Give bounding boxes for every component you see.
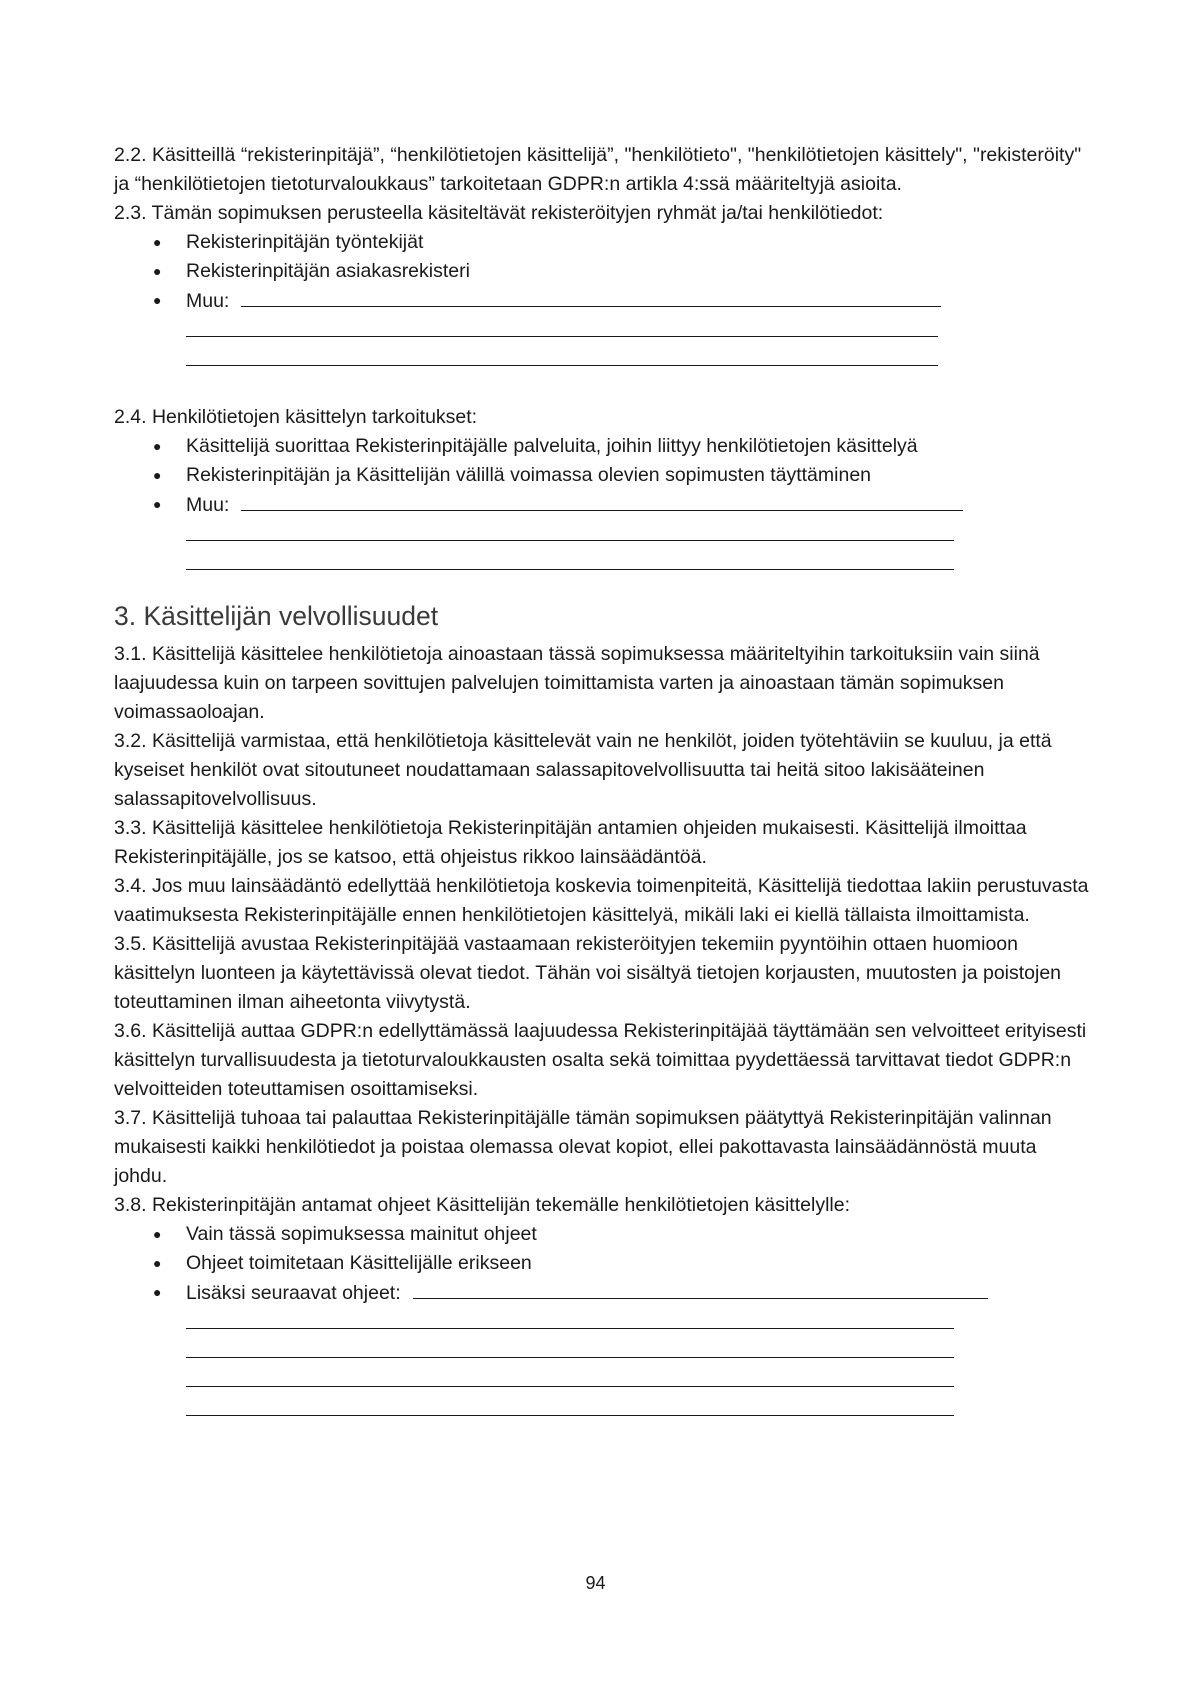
paragraph-2-3-intro: 2.3. Tämän sopimuksen perusteella käsiteltävät rekisteröityjen ryhmät ja/tai henkilötiedot:	[114, 202, 884, 224]
bullet-icon: ●	[153, 234, 162, 250]
paragraph-3-4: 3.4. Jos muu lainsäädäntö edellyttää henkilötietoja koskevia toimenpiteitä, Käsittelijä tiedottaa lakiin perustuvasta vaatimuksesta Rekisterinpitäjälle ennen henkilötietojen käsittelyä, mikäli laki ei kiellä tällaista ilmoittamista.	[114, 875, 1089, 926]
list-item: ● Muu:	[114, 286, 1094, 316]
paragraph-3-2: 3.2. Käsittelijä varmistaa, että henkilötietoja käsittelevät vain ne henkilöt, joiden työtehtäviin se kuuluu, ja että kyseiset henkilöt ovat sitoutuneet noudattamaan salassapitovelvollisuutta tai heitä sitoo lakisääteinen salassapitovelvollisuus.	[114, 730, 1052, 810]
list-2-3	[114, 228, 1094, 316]
list-item: ● Rekisterinpitäjän ja Käsittelijän välillä voimassa olevien sopimusten täyttäminen	[114, 461, 1094, 490]
fill-in-blank-line[interactable]	[186, 316, 1094, 345]
list-item: ● Lisäksi seuraavat ohjeet:	[114, 1278, 1094, 1308]
fill-in-blank[interactable]	[241, 286, 941, 307]
fill-in-blank-line[interactable]	[186, 1308, 1094, 1337]
list-3-8	[114, 1220, 1094, 1308]
fill-in-blank-line[interactable]	[186, 1395, 1094, 1424]
paragraph-3-7: 3.7. Käsittelijä tuhoaa tai palauttaa Rekisterinpitäjälle tämän sopimuksen päätyttyä Rekisterinpitäjän valinnan mukaisesti kaikki henkilötiedot ja poistaa olemassa olevat kopiot, ellei pakottavasta lainsäädännöstä muuta johdu.	[114, 1107, 1052, 1187]
paragraph-3-6: 3.6. Käsittelijä auttaa GDPR:n edellyttämässä laajuudessa Rekisterinpitäjää täyttämään sen velvoitteet erityisesti käsittelyn turvallisuudesta ja tietoturvaloukkausten osalta sekä toimittaa pyydettäessä tarvittavat tiedot GDPR:n velvoitteiden toteuttamisen osoittamiseksi.	[114, 1020, 1087, 1100]
bullet-icon: ●	[153, 1255, 162, 1271]
section-heading: 3. Käsittelijän velvollisuudet	[114, 601, 439, 631]
fill-in-blank-line[interactable]	[186, 1337, 1094, 1366]
paragraph-3-3: 3.3. Käsittelijä käsittelee henkilötietoja Rekisterinpitäjän antamien ohjeiden mukaisesti. Käsittelijä ilmoittaa Rekisterinpitäjälle, jos se katsoo, että ohjeistus rikkoo lainsäädäntöä.	[114, 817, 1027, 868]
page-content	[114, 141, 1094, 1424]
fill-in-blank[interactable]	[241, 490, 963, 511]
fill-in-blank-line[interactable]	[186, 520, 1094, 549]
bullet-icon: ●	[153, 263, 162, 279]
bullet-icon: ●	[153, 292, 162, 308]
bullet-icon: ●	[153, 1284, 162, 1300]
paragraph-2-2: 2.2. Käsitteillä “rekisterinpitäjä”, “henkilötietojen käsittelijä”, "henkilötieto", "henkilötietojen käsittely", "rekisteröity" ja “henkilötietojen tietoturvaloukkaus” tarkoitetaan GDPR:n artikla 4:ssä määriteltyjä asioita.	[114, 144, 1082, 195]
list-item: ● Ohjeet toimitetaan Käsittelijälle erikseen	[114, 1249, 1094, 1278]
fill-in-blank-line[interactable]	[186, 1366, 1094, 1395]
paragraph-3-5: 3.5. Käsittelijä avustaa Rekisterinpitäjää vastaamaan rekisteröityjen tekemiin pyyntöihin ottaen huomioon käsittelyn luonteen ja käytettävissä olevat tiedot. Tähän voi sisältyä tietojen korjausten, muutosten ja poistojen toteuttaminen ilman aiheetonta viivytystä.	[114, 933, 1062, 1013]
bullet-icon: ●	[153, 1226, 162, 1242]
bullet-icon: ●	[153, 467, 162, 483]
list-item: ● Rekisterinpitäjän asiakasrekisteri	[114, 257, 1094, 286]
list-item: ● Vain tässä sopimuksessa mainitut ohjeet	[114, 1220, 1094, 1249]
fill-in-blank[interactable]	[413, 1278, 988, 1299]
paragraph-3-1: 3.1. Käsittelijä käsittelee henkilötietoja ainoastaan tässä sopimuksessa määriteltyihin tarkoituksiin vain siinä laajuudessa kuin on tarpeen sovittujen palvelujen toimittamista varten ja ainoastaan tämän sopimuksen voimassaoloajan.	[114, 643, 1040, 723]
paragraph-2-4-intro: 2.4. Henkilötietojen käsittelyn tarkoitukset:	[114, 406, 478, 428]
list-2-4	[114, 432, 1094, 520]
paragraph-3-8-intro: 3.8. Rekisterinpitäjän antamat ohjeet Käsittelijän tekemälle henkilötietojen käsittelylle:	[114, 1194, 850, 1216]
bullet-icon: ●	[153, 438, 162, 454]
fill-in-blank-line[interactable]	[186, 345, 1094, 374]
list-item: ● Muu:	[114, 490, 1094, 520]
page-number: 94	[585, 1573, 606, 1593]
list-item: ● Rekisterinpitäjän työntekijät	[114, 228, 1094, 257]
list-item: ● Käsittelijä suorittaa Rekisterinpitäjälle palveluita, joihin liittyy henkilötietojen käsittelyä	[114, 432, 1094, 461]
fill-in-blank-line[interactable]	[186, 549, 1094, 578]
bullet-icon: ●	[153, 496, 162, 512]
